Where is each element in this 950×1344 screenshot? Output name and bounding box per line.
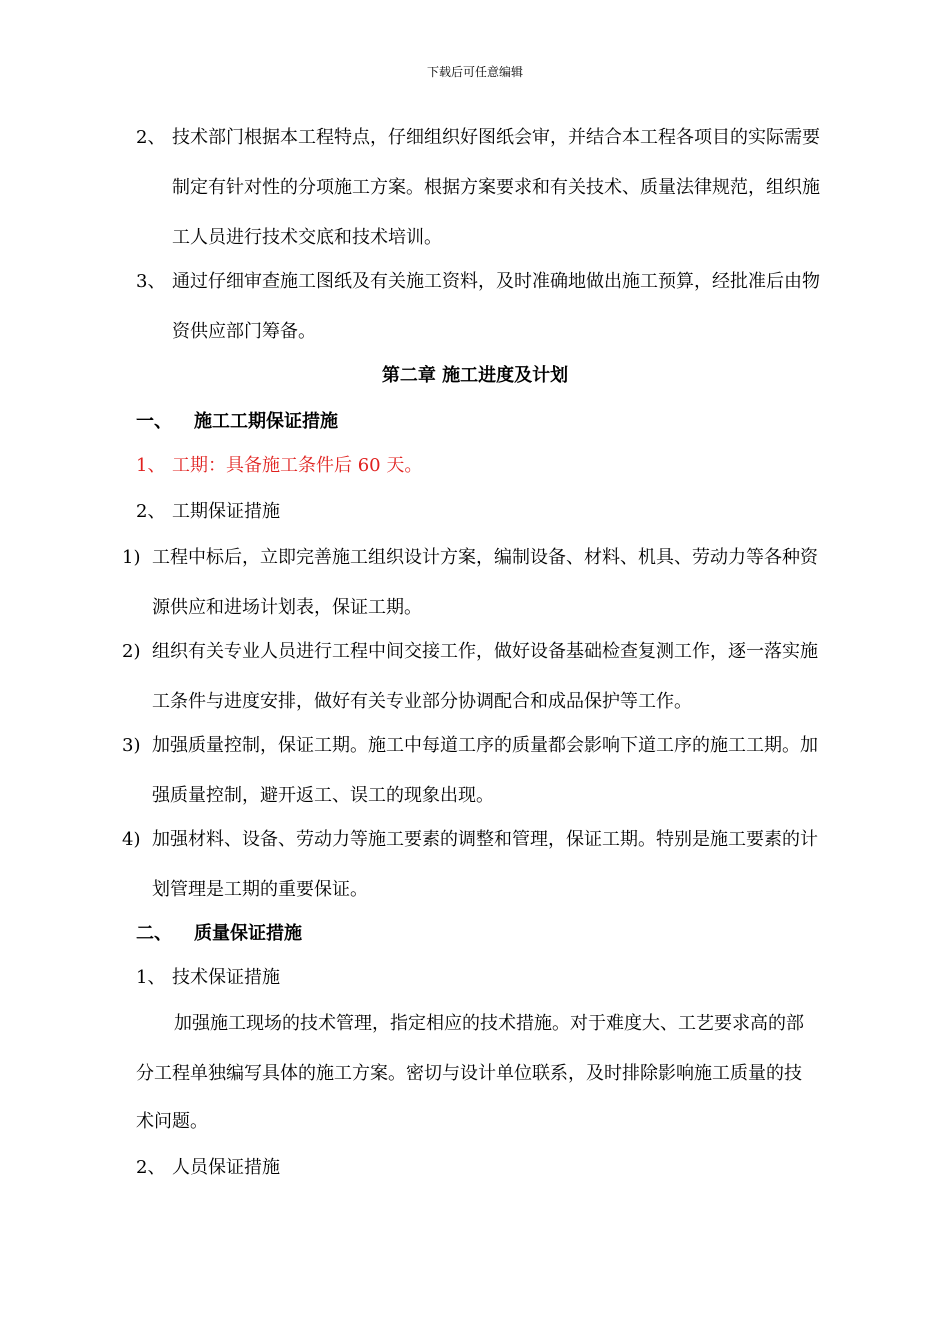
- list-number: 2、: [136, 127, 166, 148]
- subheading: 工期保证措施: [172, 501, 280, 522]
- item-number: 1): [122, 547, 141, 568]
- paragraph-line: 资供应部门筹备。: [172, 321, 316, 342]
- paragraph-line: 加强施工现场的技术管理，指定相应的技术措施。对于难度大、工艺要求高的部: [174, 1013, 804, 1034]
- list-number: 3、: [136, 271, 166, 292]
- paragraph-line: 划管理是工期的重要保证。: [152, 879, 368, 900]
- list-number: 2、: [136, 1157, 166, 1178]
- item-number: 3): [122, 735, 141, 756]
- item-number: 2): [122, 641, 141, 662]
- paragraph-line: 工人员进行技术交底和技术培训。: [172, 227, 442, 248]
- section-number: 二、: [136, 923, 172, 944]
- paragraph-line: 技术部门根据本工程特点，仔细组织好图纸会审，并结合本工程各项目的实际需要: [172, 127, 820, 148]
- item-number: 4): [122, 829, 141, 850]
- paragraph-line: 加强质量控制，保证工期。施工中每道工序的质量都会影响下道工序的施工工期。加: [152, 735, 818, 756]
- list-number: 2、: [136, 501, 166, 522]
- paragraph-line: 工程中标后，立即完善施工组织设计方案，编制设备、材料、机具、劳动力等各种资: [152, 547, 818, 568]
- paragraph-line: 制定有针对性的分项施工方案。根据方案要求和有关技术、质量法律规范，组织施: [172, 177, 820, 198]
- paragraph-line: 分工程单独编写具体的施工方案。密切与设计单位联系，及时排除影响施工质量的技: [136, 1063, 802, 1084]
- section-number: 一、: [136, 411, 172, 432]
- list-number: 1、: [136, 967, 166, 988]
- subheading: 人员保证措施: [172, 1157, 280, 1178]
- highlighted-line: 工期：具备施工条件后 60 天。: [172, 455, 423, 476]
- subheading: 技术保证措施: [172, 967, 280, 988]
- paragraph-line: 强质量控制，避开返工、误工的现象出现。: [152, 785, 494, 806]
- page-header: 下载后可任意编辑: [426, 65, 523, 79]
- section-heading: 施工工期保证措施: [194, 411, 338, 432]
- paragraph-line: 工条件与进度安排，做好有关专业部分协调配合和成品保护等工作。: [152, 691, 692, 712]
- paragraph-line: 通过仔细审查施工图纸及有关施工资料，及时准确地做出施工预算，经批准后由物: [172, 271, 820, 292]
- chapter-title: 第二章 施工进度及计划: [381, 365, 569, 386]
- list-number: 1、: [136, 455, 166, 476]
- section-heading: 质量保证措施: [194, 923, 302, 944]
- paragraph-line: 术问题。: [136, 1111, 208, 1132]
- paragraph-line: 加强材料、设备、劳动力等施工要素的调整和管理，保证工期。特别是施工要素的计: [152, 829, 818, 850]
- paragraph-line: 组织有关专业人员进行工程中间交接工作，做好设备基础检查复测工作，逐一落实施: [152, 641, 818, 662]
- paragraph-line: 源供应和进场计划表，保证工期。: [152, 597, 422, 618]
